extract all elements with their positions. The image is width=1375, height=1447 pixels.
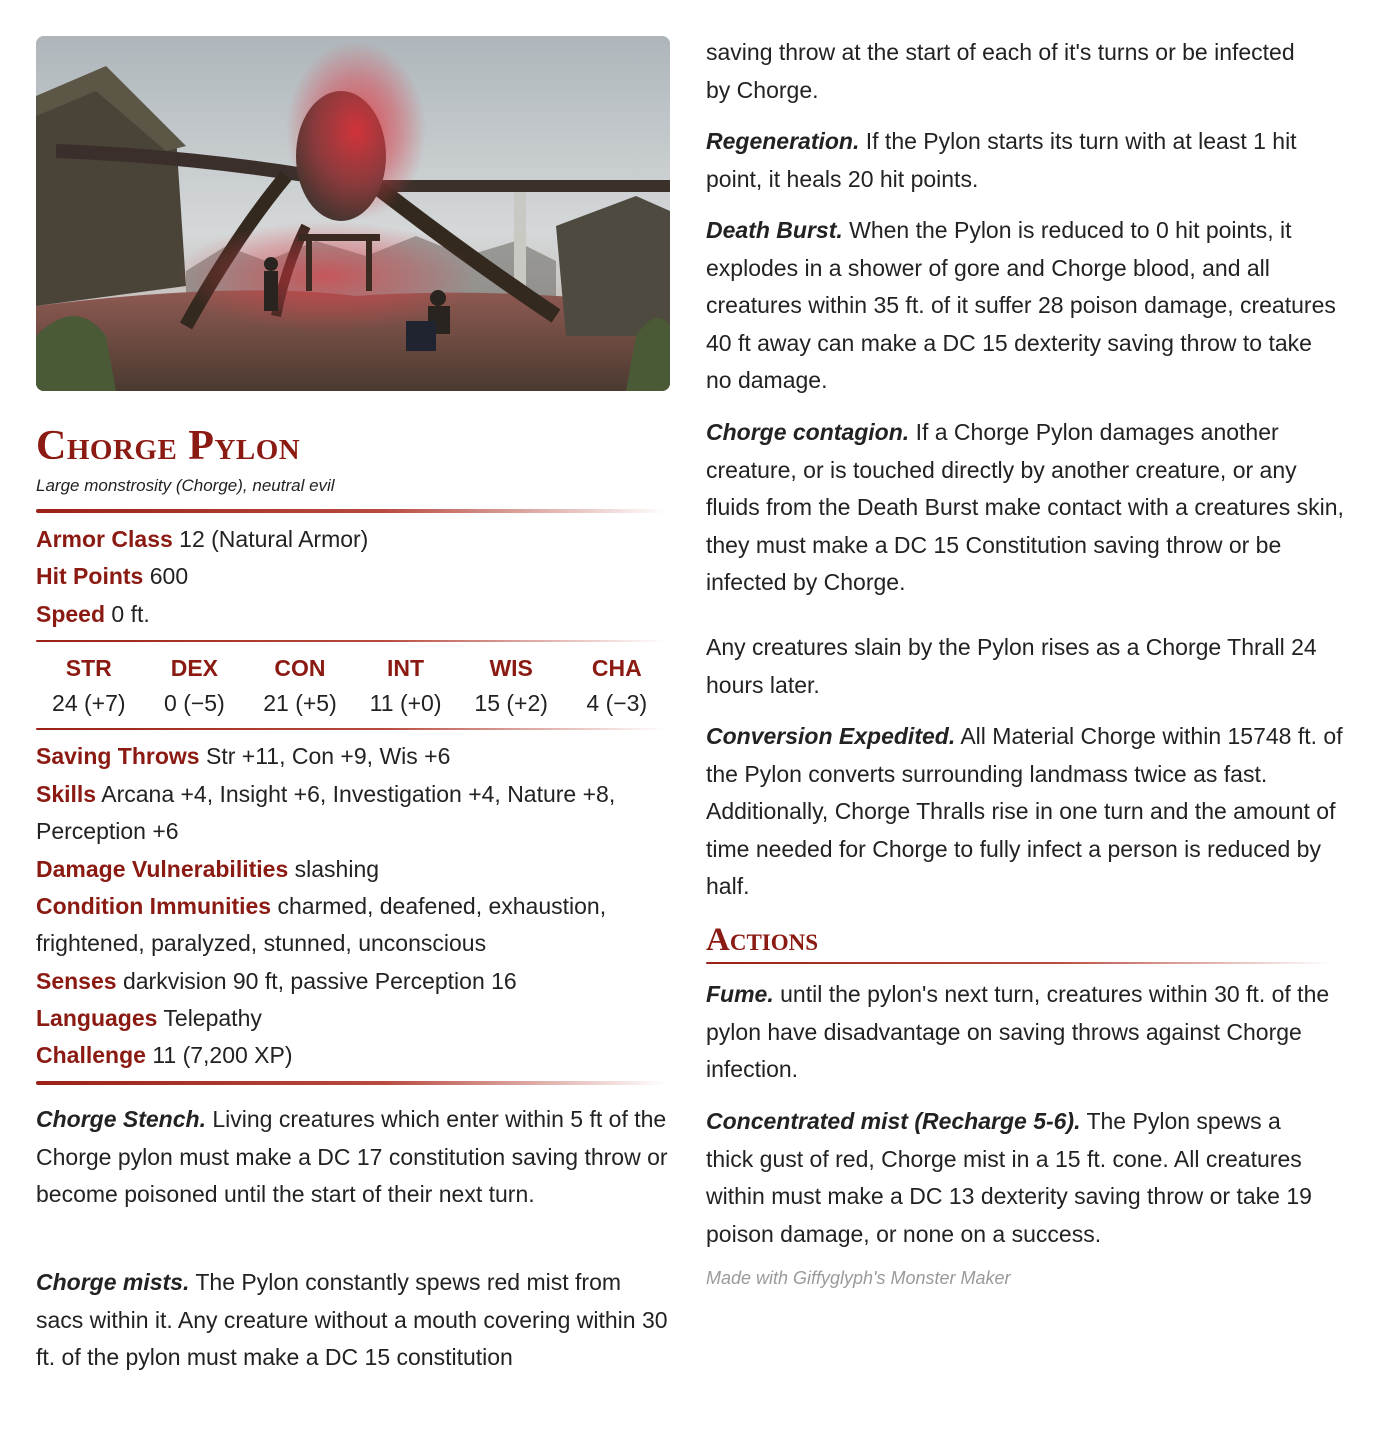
saving-throws-line [36, 741, 450, 771]
monster-name: Chorge Pylon [36, 423, 301, 469]
divider [706, 962, 1331, 964]
action-text: until the pylon's next turn, creatures within 30 ft. of the pylon have disadvantage on saving throws against Chorge infection. [706, 981, 1330, 1082]
action-concentrated-mist [706, 1103, 1331, 1253]
action-title: Concentrated mist (Recharge 5-6). [706, 1108, 1081, 1134]
challenge-value: 11 (7,200 XP) [152, 1042, 293, 1068]
hit-points-label: Hit Points [36, 563, 144, 589]
ability-name: INT [387, 655, 425, 681]
ability-cha [564, 650, 670, 720]
trait-chorge-contagion [706, 414, 1346, 602]
ability-score: 11 (+0) [369, 690, 442, 716]
ability-str [36, 650, 142, 720]
trait-text: Living creatures which enter within 5 ft of the Chorge pylon must make a DC 17 constitution saving throw or become poisoned until the start of their next turn. [36, 1106, 668, 1207]
footer-credit: Made with Giffyglyph's Monster Maker [706, 1268, 1011, 1288]
senses-label: Senses [36, 968, 117, 994]
trait-chorge-stench [36, 1101, 670, 1214]
skills-value: Arcana +4, Insight +6, Investigation +4, Nature +8, [101, 781, 616, 807]
skills-line-2: Perception +6 [36, 818, 179, 844]
actions-heading: Actions [706, 922, 819, 958]
ability-score: 4 (−3) [586, 690, 648, 716]
damage-vulnerabilities-line [36, 854, 379, 884]
divider [36, 728, 666, 730]
speed-label: Speed [36, 601, 106, 627]
ability-name: CHA [591, 655, 642, 681]
ability-name: DEX [170, 655, 219, 681]
trait-regeneration [706, 123, 1326, 198]
ability-score: 21 (+5) [263, 690, 337, 716]
senses-value: darkvision 90 ft, passive Perception 16 [122, 968, 517, 994]
saving-throws-label: Saving Throws [36, 743, 200, 769]
trait-text: All Material Chorge within 15748 ft. of the Pylon converts surrounding landmass twice as fast. Additionally, Chorge Thralls rise in one turn and the amount of time needed for Chorge to fully infect a person is reduced by half. [706, 723, 1343, 899]
saving-throws-value: Str +11, Con +9, Wis +6 [205, 743, 451, 769]
languages-line [36, 1003, 262, 1033]
skills-line [36, 779, 615, 809]
trait-slain-note: Any creatures slain by the Pylon rises as a Chorge Thrall 24 hours later. [706, 634, 1317, 698]
hit-points-value: 600 [149, 563, 189, 589]
hit-points-line [36, 561, 188, 591]
trait-death-burst [706, 212, 1342, 400]
ability-wis [458, 650, 564, 720]
trait-title: Chorge mists. [36, 1269, 190, 1295]
ability-con [247, 650, 353, 720]
divider [36, 509, 666, 513]
ability-name: STR [65, 655, 112, 681]
senses-line [36, 966, 517, 996]
speed-line [36, 599, 150, 629]
damage-vulnerabilities-label: Damage Vulnerabilities [36, 856, 289, 882]
monster-type-alignment: Large monstrosity (Chorge), neutral evil [36, 476, 335, 495]
divider [36, 1081, 666, 1085]
ability-name: WIS [489, 655, 533, 681]
action-fume [706, 976, 1346, 1089]
trait-title: Chorge contagion. [706, 419, 910, 445]
ability-score: 15 (+2) [474, 690, 548, 716]
damage-vulnerabilities-value: slashing [294, 856, 380, 882]
action-title: Fume. [706, 981, 774, 1007]
armor-class-value: 12 (Natural Armor) [179, 526, 369, 552]
condition-immunities-label: Condition Immunities [36, 893, 272, 919]
condition-immunities-line [36, 891, 606, 921]
trait-text: The Pylon constantly spews red mist from sacs within it. Any creature without a mouth covering within 30 ft. of the pylon must make a DC 15 constitution [36, 1269, 668, 1370]
trait-text: If a Chorge Pylon damages another creature, or is touched directly by another creature, or any fluids from the Death Burst make contact with a creatures skin, they must make a DC 15 Constitution saving throw or be infected by Chorge. [706, 419, 1344, 595]
trait-chorge-mists [36, 1264, 670, 1377]
languages-label: Languages [36, 1005, 158, 1031]
trait-title: Regeneration. [706, 128, 860, 154]
trait-chorge-mists-continued: saving throw at the start of each of it's turns or be infected by Chorge. [706, 39, 1295, 103]
condition-immunities-value: charmed, deafened, exhaustion, [277, 893, 607, 919]
divider [36, 640, 666, 642]
speed-value: 0 ft. [111, 601, 150, 627]
ability-score: 24 (+7) [52, 690, 126, 716]
trait-text: If the Pylon starts its turn with at least 1 hit point, it heals 20 hit points. [706, 128, 1297, 192]
action-text: The Pylon spews a thick gust of red, Chorge mist in a 15 ft. cone. All creatures within must make a DC 13 dexterity saving throw or take 19 poison damage, or none on a success. [706, 1108, 1312, 1247]
languages-value: Telepathy [163, 1005, 262, 1031]
trait-text: When the Pylon is reduced to 0 hit points, it explodes in a shower of gore and Chorge blood, and all creatures within 35 ft. of it suffer 28 poison damage, creatures 40 ft away can make a DC 15 dexterity saving throw to take no damage. [706, 217, 1336, 393]
skills-label: Skills [36, 781, 97, 807]
ability-int [353, 650, 459, 720]
monster-artwork [36, 36, 670, 391]
ability-scores [36, 650, 670, 720]
trait-title: Chorge Stench. [36, 1106, 206, 1132]
trait-conversion-expedited [706, 718, 1346, 906]
ability-dex [142, 650, 248, 720]
trait-title: Death Burst. [706, 217, 843, 243]
challenge-line [36, 1040, 293, 1070]
condition-immunities-line-2: frightened, paralyzed, stunned, unconscious [36, 930, 487, 956]
armor-class-line [36, 524, 368, 554]
trait-title: Conversion Expedited. [706, 723, 956, 749]
ability-name: CON [274, 655, 326, 681]
armor-class-label: Armor Class [36, 526, 173, 552]
challenge-label: Challenge [36, 1042, 146, 1068]
ability-score: 0 (−5) [164, 690, 225, 716]
